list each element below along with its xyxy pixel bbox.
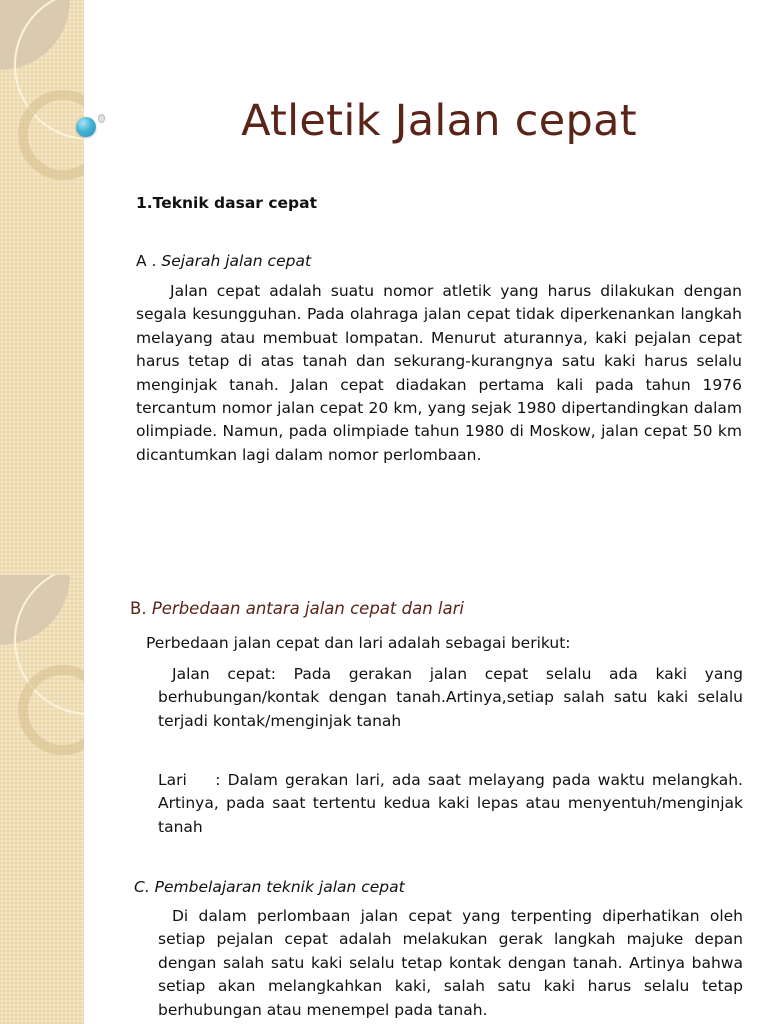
sidebar-decoration xyxy=(0,0,84,575)
section-b-title: Perbedaan antara jalan cepat dan lari xyxy=(151,599,464,618)
section-b-prefix: B. xyxy=(130,599,152,618)
lari-definition: Lari : Dalam gerakan lari, ada saat melayang pada waktu melangkah. Artinya, pada saat tertentu kedua kaki lepas atau menyentuh/menginjak tanah xyxy=(158,771,748,836)
section-b-heading xyxy=(130,599,464,618)
section-a-title: Sejarah jalan cepat xyxy=(161,252,312,270)
small-bead-icon xyxy=(98,114,105,123)
section-c-heading: C. Pembelajaran teknik jalan cepat xyxy=(134,878,405,896)
numbered-heading: 1.Teknik dasar cepat xyxy=(136,194,318,212)
section-c-paragraph: Di dalam perlombaan jalan cepat yang terpenting diperhatikan oleh setiap pejalan cepat adalah melakukan gerak langkah majuke depan dengan salah satu kaki selalu tetap kontak dengan tanah. Artinya bahwa setiap akan melangkahkan kaki, salah satu kaki harus selalu tetap berhubungan atau menempel pada tanah. xyxy=(158,907,743,1019)
section-a-paragraph: Jalan cepat adalah suatu nomor atletik yang harus dilakukan dengan segala kesungguhan. Pada olahraga jalan cepat tidak diperkenankan langkah melayang atau membuat lompatan. Menurut aturannya, kaki pejalan cepat harus tetap di atas tanah dan sekurang-kurangnya satu kaki harus selalu menginjak tanah. Jalan cepat diadakan pertama kali pada tahun 1976 tercantum nomor jalan cepat 20 km, yang sejak 1980 dipertandingkan dalam olimpiade. Namun, pada olimpiade tahun 1980 di Moskow, jalan cepat 50 km dicantumkan lagi dalam nomor perlombaan. xyxy=(136,282,742,464)
slide-title: Atletik Jalan cepat xyxy=(241,96,637,146)
jalan-cepat-definition: Jalan cepat: Pada gerakan jalan cepat selalu ada kaki yang berhubungan/kontak dengan tanah.Artinya,setiap salah satu kaki selalu terjadi kontak/menginjak tanah xyxy=(158,665,743,730)
sidebar-decoration xyxy=(0,575,84,1024)
slide-2 xyxy=(0,575,768,1024)
blue-ball-icon xyxy=(76,117,96,137)
section-a-heading xyxy=(136,250,311,273)
section-a-prefix: A . xyxy=(136,252,162,270)
section-b-intro: Perbedaan jalan cepat dan lari adalah sebagai berikut: xyxy=(146,634,571,652)
